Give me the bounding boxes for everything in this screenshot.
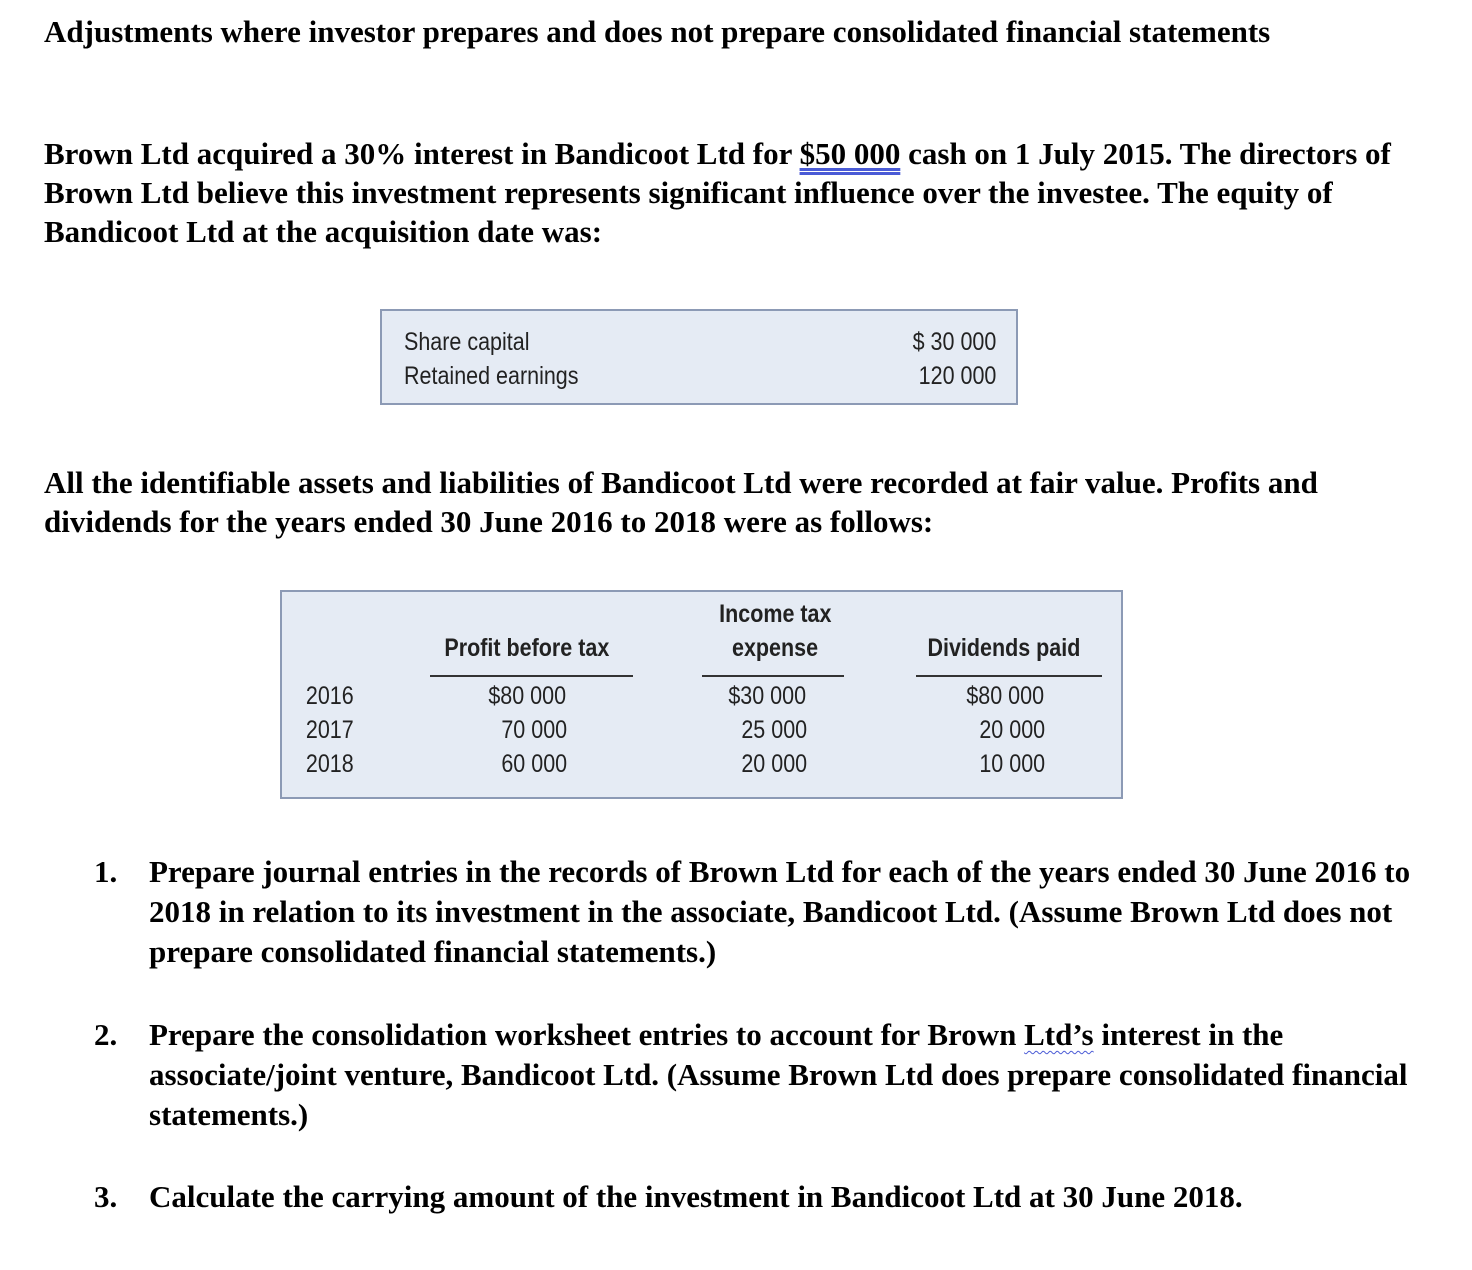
profit-cell: $80 000 <box>487 682 566 710</box>
page-heading: Adjustments where investor prepares and does not prepare consolidated financial statements <box>44 14 1271 49</box>
question-number: 3. <box>94 1179 118 1214</box>
investment-amount: $50 000 <box>799 136 901 171</box>
year-cell: 2017 <box>305 716 354 744</box>
equity-table <box>380 309 1018 405</box>
question-text-end: interest in the associate/joint venture, Bandicoot Ltd. (Assume Brown Ltd does prepare consolidated financial statements.) <box>149 1017 1408 1132</box>
question-text-start: Prepare the consolidation worksheet entries to account for Brown <box>149 1017 1025 1052</box>
header-rule <box>916 675 1102 677</box>
tax-cell: 20 000 <box>740 750 807 778</box>
tax-cell: $30 000 <box>727 682 806 710</box>
header-profit-before-tax: Profit before tax <box>444 634 610 662</box>
question-1 <box>94 852 1414 972</box>
dividends-cell: 10 000 <box>978 750 1045 778</box>
equity-value: $ 30 000 <box>912 328 996 356</box>
header-dividends-paid: Dividends paid <box>927 634 1081 662</box>
profit-dividends-table <box>280 590 1123 799</box>
question-number: 2. <box>94 1017 118 1052</box>
intro-text-end: cash on 1 July 2015. The directors of Brown Ltd believe this investment represents significant influence over the investee. The equity of Bandicoot Ltd at the acquisition date was: <box>44 136 1391 249</box>
header-income-tax-line1: Income tax <box>718 600 832 628</box>
header-rule <box>702 675 844 677</box>
dividends-cell: 20 000 <box>978 716 1045 744</box>
intro-paragraph <box>44 134 1444 251</box>
question-number: 1. <box>94 854 118 889</box>
equity-row-retained-earnings <box>404 362 996 396</box>
equity-value: 120 000 <box>918 362 996 390</box>
question-text: Calculate the carrying amount of the investment in Bandicoot Ltd at 30 June 2018. <box>149 1179 1243 1214</box>
header-rule <box>430 675 633 677</box>
profit-cell: 60 000 <box>500 750 567 778</box>
spellcheck-flagged-word: Ltd’s <box>1024 1017 1094 1052</box>
tax-cell: 25 000 <box>740 716 807 744</box>
year-cell: 2016 <box>305 682 354 710</box>
header-income-tax-line2: expense <box>731 634 819 662</box>
profit-cell: 70 000 <box>500 716 567 744</box>
year-cell: 2018 <box>305 750 354 778</box>
equity-row-share-capital <box>404 328 996 362</box>
question-2 <box>94 1015 1414 1135</box>
fair-value-paragraph: All the identifiable assets and liabilities of Bandicoot Ltd were recorded at fair value. Profits and dividends for the years ended 30 June 2016 to 2018 were as follows: <box>44 465 1318 539</box>
dividends-cell: $80 000 <box>965 682 1044 710</box>
question-text: Prepare journal entries in the records of Brown Ltd for each of the years ended 30 June 2016 to 2018 in relation to its investment in the associate, Bandicoot Ltd. (Assume Brown Ltd does not prepare consolidated financial statements.) <box>149 854 1411 969</box>
equity-label: Retained earnings <box>404 362 579 390</box>
equity-label: Share capital <box>404 328 530 356</box>
question-3 <box>94 1177 1243 1217</box>
intro-text-start: Brown Ltd acquired a 30% interest in Bandicoot Ltd for <box>44 136 800 171</box>
